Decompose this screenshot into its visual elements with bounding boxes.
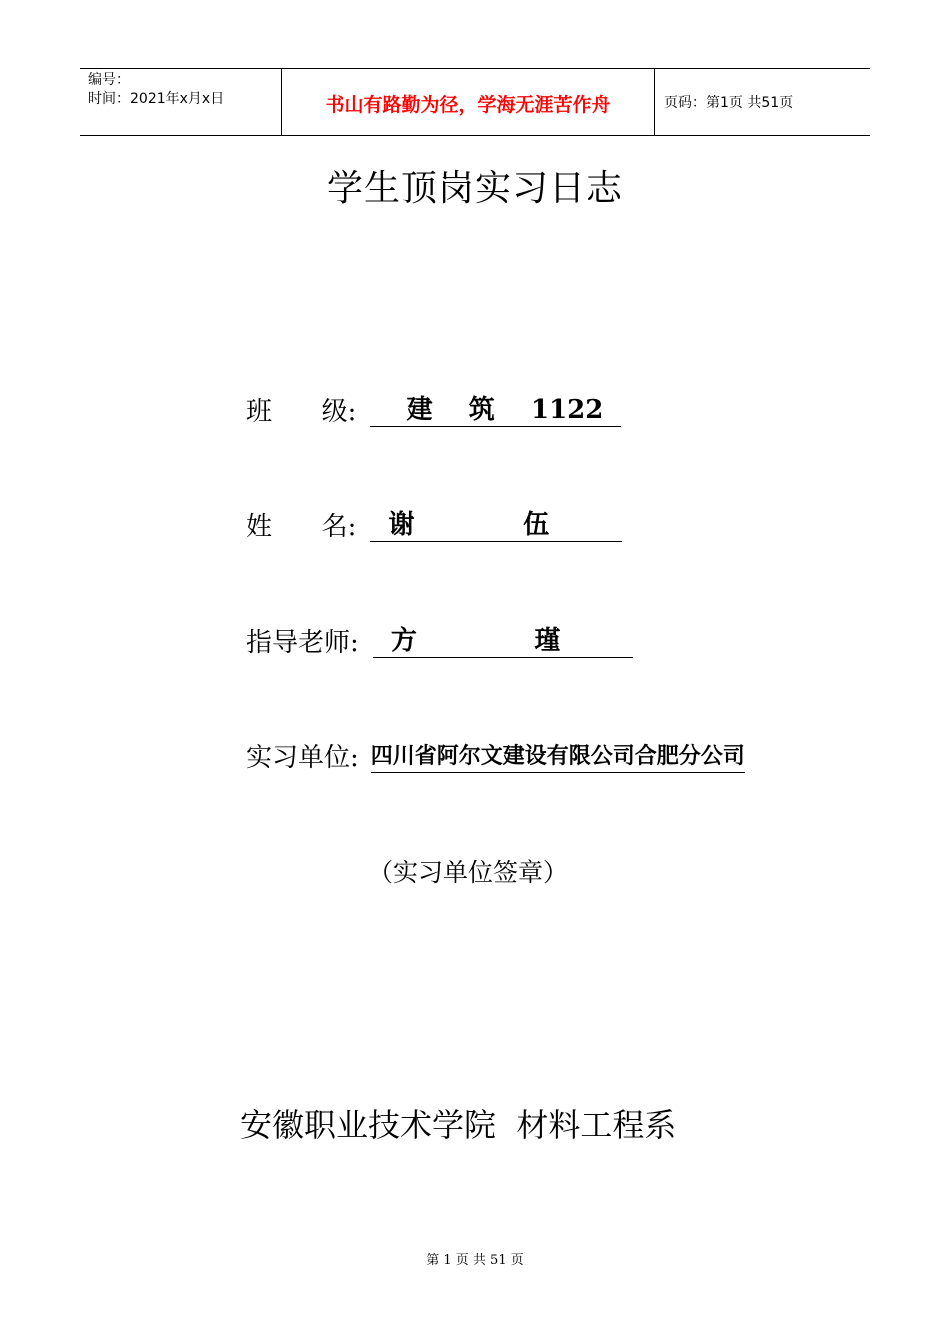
class-value: 建 筑 1122 — [370, 395, 622, 425]
document-number-label: 编号： — [88, 72, 130, 88]
page-footer: 第 1 页 共 51 页 — [426, 1253, 524, 1268]
company-value: 四川省阿尔文建设有限公司合肥分公司 — [371, 741, 745, 773]
class-label: 班 级: — [246, 397, 357, 427]
stamp-note: （实习单位签章） — [368, 858, 569, 887]
school-department: 安徽职业技术学院 材料工程系 — [240, 1106, 677, 1144]
page-header — [80, 68, 870, 136]
company-field — [246, 741, 745, 773]
name-field — [246, 510, 622, 542]
company-label: 实习单位: — [246, 743, 359, 773]
header-page-info: 页码：第1页 共51页 — [664, 95, 794, 111]
document-title: 学生顶岗实习日志 — [326, 168, 623, 209]
document-time-label: 时间：2021年x月x日 — [88, 91, 225, 107]
teacher-value: 方 瑾 — [372, 626, 633, 656]
teacher-field — [246, 626, 633, 658]
header-meta — [80, 69, 281, 135]
header-motto: 书山有路勤为径，学海无涯苦作舟 — [281, 69, 655, 135]
class-field — [246, 395, 621, 427]
teacher-label: 指导老师: — [246, 628, 359, 658]
name-value: 谢 伍 — [370, 510, 622, 540]
name-label: 姓 名: — [246, 512, 357, 542]
